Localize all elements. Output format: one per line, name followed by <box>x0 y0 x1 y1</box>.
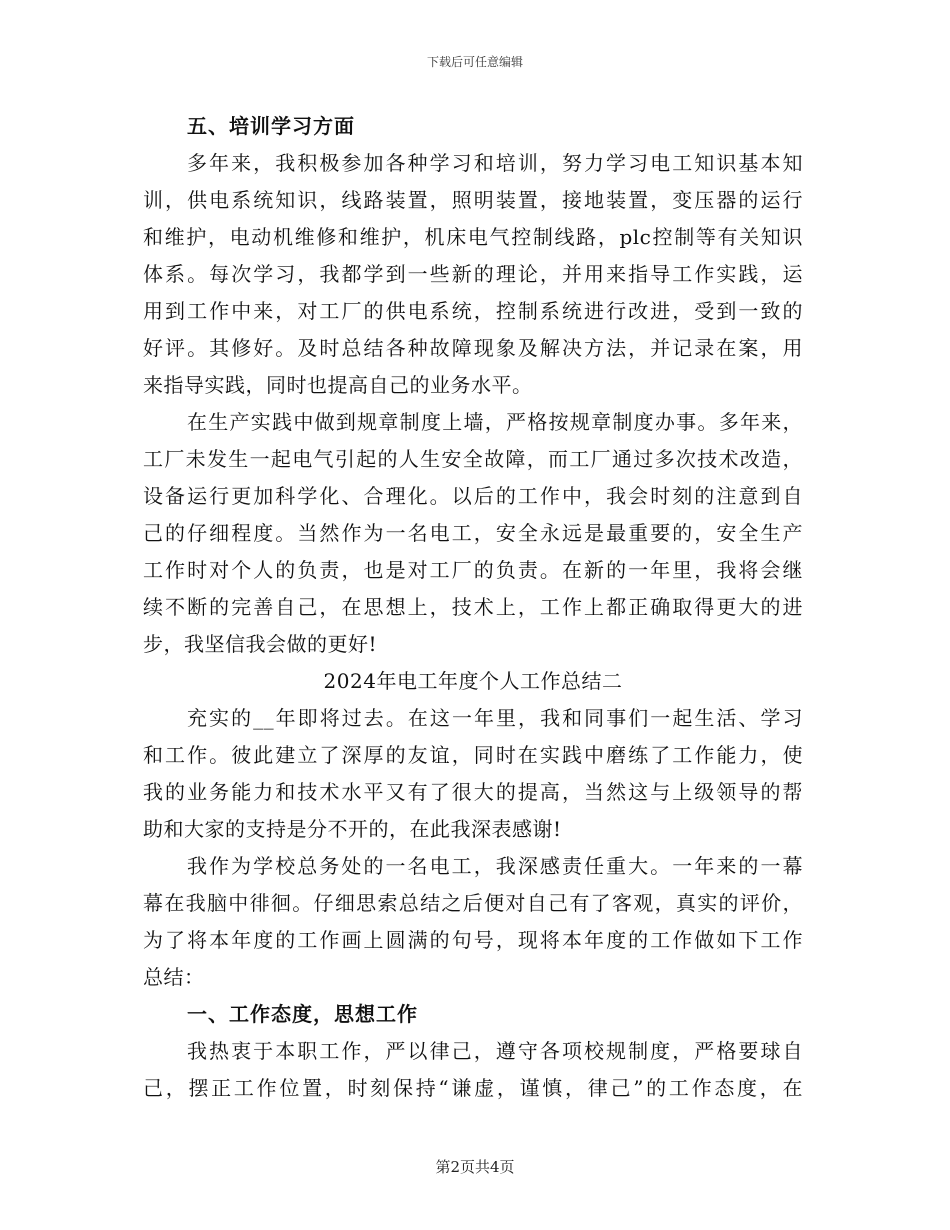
paragraph-training-2 <box>143 404 803 663</box>
text-line: 和维护，电动机维修和维护，机床电气控制线路，plc控制等有关知识 <box>143 225 803 249</box>
text-line: 幕在我脑中徘徊。仔细思索总结之后便对自己有了客观，真实的评价， <box>143 891 803 915</box>
text-line: 我热衷于本职工作，严以律己，遵守各项校规制度，严格要球自 <box>187 1039 803 1063</box>
text-line: 设备运行更加科学化、合理化。以后的工作中，我会时刻的注意到自 <box>143 484 803 508</box>
paragraph-role <box>143 848 803 996</box>
document-title: 2024年电工年度个人工作总结二 <box>323 669 623 693</box>
text-line: 为了将本年度的工作画上圆满的句号，现将本年度的工作做如下工作 <box>143 928 803 952</box>
paragraph-training-1 <box>143 145 803 404</box>
section-heading-training: 五、培训学习方面 <box>187 114 355 138</box>
text-line: 续不断的完善自己，在思想上，技术上，工作上都正确取得更大的进 <box>143 595 803 619</box>
text-line: 我作为学校总务处的一名电工，我深感责任重大。一年来的一幕 <box>187 854 803 878</box>
text-line: 助和大家的支持是分不开的，在此我深表感谢! <box>143 817 562 841</box>
text-line: 体系。每次学习，我都学到一些新的理论，并用来指导工作实践，运 <box>143 262 803 286</box>
text-line: 来指导实践，同时也提高自己的业务水平。 <box>143 373 533 397</box>
text-line: 用到工作中来，对工厂的供电系统，控制系统进行改进，受到一致的 <box>143 299 803 323</box>
text-line: 步，我坚信我会做的更好! <box>143 632 378 656</box>
text-line: 充实的__年即将过去。在这一年里，我和同事们一起生活、学习 <box>187 706 803 730</box>
text-line: 工作时对个人的负责，也是对工厂的负责。在新的一年里，我将会继 <box>143 558 803 582</box>
paragraph-intro <box>143 700 803 848</box>
page-number: 第2页共4页 <box>435 1158 515 1176</box>
text-line: 工厂未发生一起电气引起的人生安全故障，而工厂通过多次技术改造， <box>143 447 803 471</box>
text-line: 在生产实践中做到规章制度上墙，严格按规章制度办事。多年来， <box>187 410 803 434</box>
paragraph-attitude <box>143 1033 803 1107</box>
text-line: 总结： <box>143 965 205 989</box>
document-body <box>143 108 803 1107</box>
text-line: 己，摆正工作位置，时刻保持“谦虚，谨慎，律己”的工作态度，在 <box>143 1076 803 1100</box>
text-line: 我的业务能力和技术水平又有了很大的提高，当然这与上级领导的帮 <box>143 780 803 804</box>
text-line: 好评。其修好。及时总结各种故障现象及解决方法，并记录在案，用 <box>143 336 803 360</box>
text-line: 训，供电系统知识，线路装置，照明装置，接地装置，变压器的运行 <box>143 188 803 212</box>
section-heading-attitude: 一、工作态度，思想工作 <box>187 1002 418 1026</box>
text-line: 和工作。彼此建立了深厚的友谊，同时在实践中磨练了工作能力，使 <box>143 743 803 767</box>
text-line: 己的仔细程度。当然作为一名电工，安全永远是最重要的，安全生产 <box>143 521 803 545</box>
text-line: 多年来，我积极参加各种学习和培训，努力学习电工知识基本知 <box>187 151 803 175</box>
page-header: 下载后可任意编辑 <box>426 55 523 69</box>
